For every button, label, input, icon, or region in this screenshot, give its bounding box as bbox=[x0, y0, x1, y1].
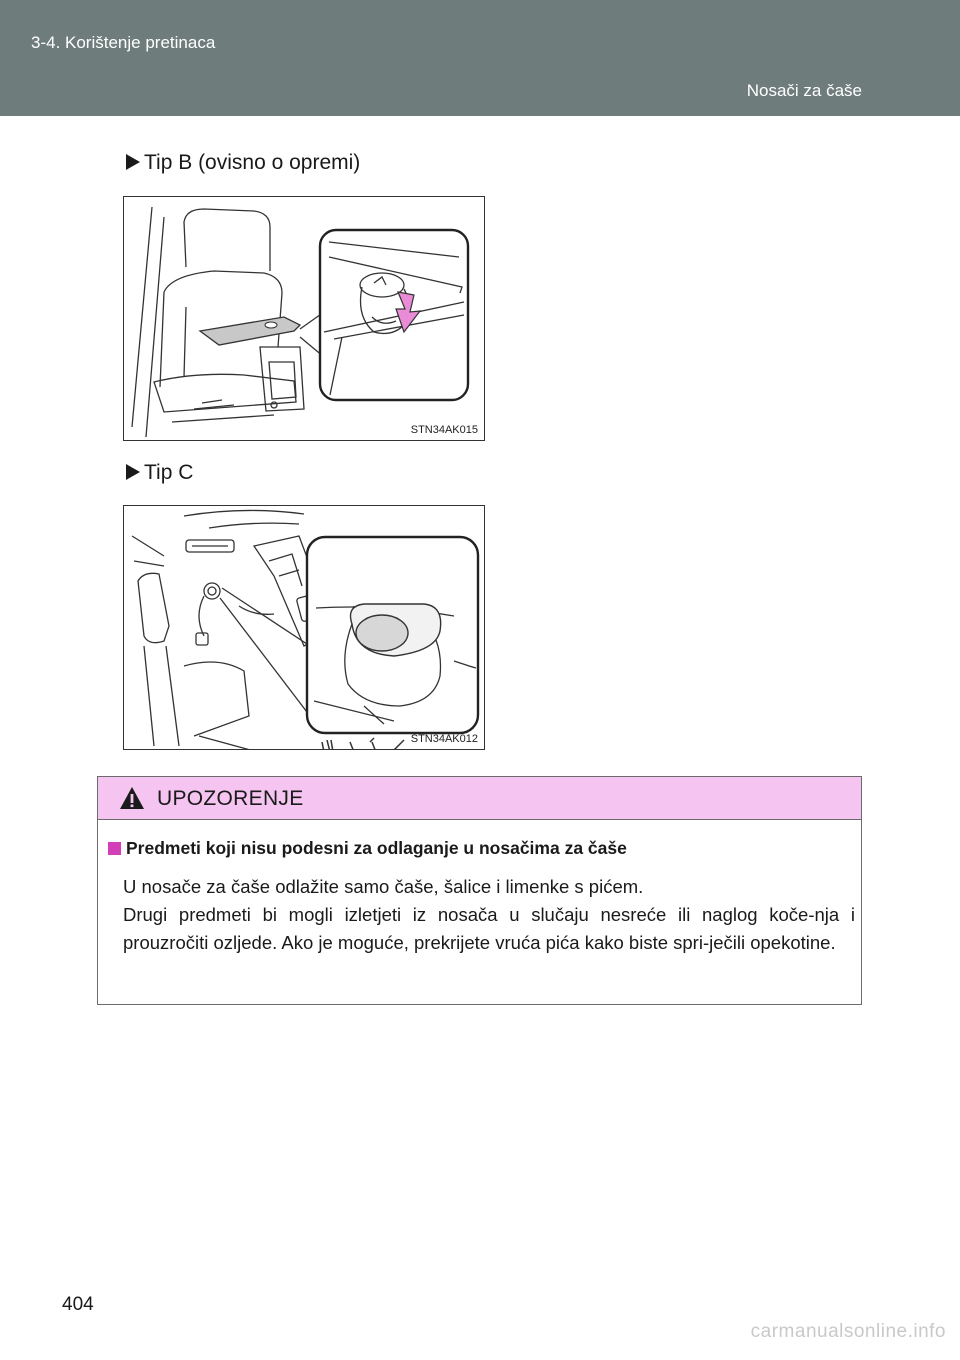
section-title: 3-4. Korištenje pretinaca bbox=[31, 33, 216, 52]
watermark: carmanualsonline.info bbox=[750, 1321, 946, 1342]
type-b-label: Tip B (ovisno o opremi) bbox=[126, 151, 360, 175]
warning-paragraph: Drugi predmeti bi mogli izletjeti iz nosača u slučaju nesreće ili naglog koče-nja i prouzročiti ozljede. Ako je moguće, prekrijete vruća pića kako biste spri-ječili opekotine. bbox=[123, 904, 855, 953]
warning-header bbox=[98, 777, 861, 820]
figure-type-c bbox=[123, 505, 485, 750]
warning-subheading: Predmeti koji nisu podesni za odlaganje u nosačima za čaše bbox=[126, 838, 627, 858]
figure-type-b bbox=[123, 196, 485, 441]
warning-box bbox=[97, 776, 862, 1005]
figure-code: STN34AK015 bbox=[410, 424, 478, 436]
type-c-label: Tip C bbox=[126, 461, 193, 485]
page-header bbox=[0, 0, 960, 116]
warning-triangle-icon bbox=[118, 785, 146, 811]
page-number: 404 bbox=[62, 1294, 94, 1315]
warning-body bbox=[123, 873, 855, 957]
warning-paragraph: U nosače za čaše odlažite samo čaše, šalice i limenke s pićem. bbox=[123, 876, 644, 897]
triangle-bullet-icon bbox=[126, 464, 140, 480]
warning-title: UPOZORENJE bbox=[157, 787, 304, 810]
square-bullet-icon bbox=[108, 842, 121, 855]
figure-code: STN34AK012 bbox=[410, 733, 478, 745]
page-title: Nosači za čaše bbox=[746, 81, 862, 100]
console-cupholder-illustration bbox=[124, 506, 485, 750]
triangle-bullet-icon bbox=[126, 154, 140, 170]
seat-tray-cupholder-illustration bbox=[124, 197, 485, 441]
